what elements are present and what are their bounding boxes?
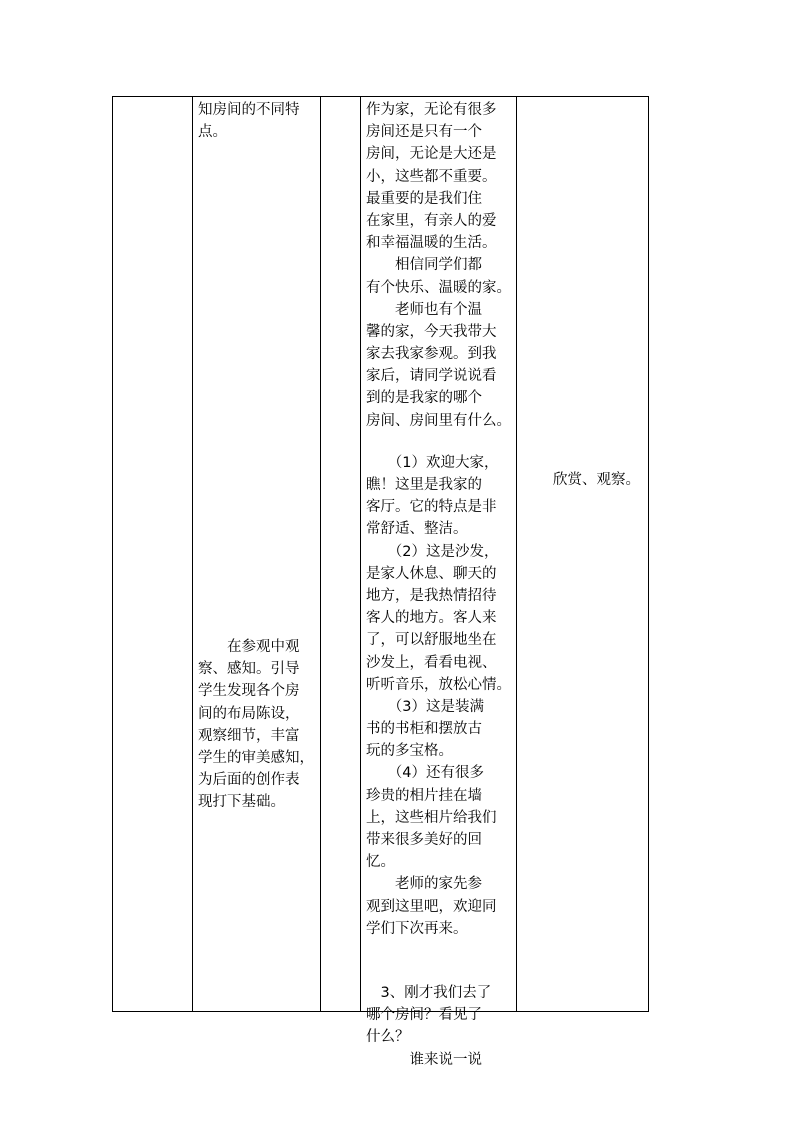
text-line: 在参观中观 [198,639,300,655]
text-line: 学生发现各个房 [198,683,300,700]
text-line: 间的布局陈设， [198,705,300,722]
text-line: 房间还是只有一个 [366,124,482,141]
text-line: 学生的审美感知， [198,749,314,766]
teaching-process-cell [366,99,511,1071]
text-line: 在家里，有亲人的爱 [366,212,497,229]
text-line: 家去我家参观。到我 [366,346,497,363]
text-line: 常舒适、整洁。 [366,521,468,538]
text-line: 观到这里吧，欢迎同 [366,898,497,915]
text-line: 听听音乐，放松心情。 [366,676,511,693]
student-activity-cell [553,469,640,491]
text-line: 察、感知。引导 [198,661,300,678]
text-line: 房间，无论是大还是 [366,146,497,163]
lesson-plan-table [112,96,649,1068]
text-line: 瞧！这里是我家的 [366,477,482,493]
text-line: 客厅。它的特点是非 [366,499,497,516]
text-line: 3、刚才我们去了 [366,984,492,1001]
text-line: 玩的多宝格。 [366,743,453,760]
text-line: 馨的家，今天我带大 [366,323,497,340]
text-line: 到的是我家的哪个 [366,390,482,407]
text-line: 了，可以舒服地坐在 [366,632,497,649]
text-line: 家后，请同学说说看 [366,368,497,385]
text-line: 老师也有个温 [366,301,482,318]
text-line: 点。 [198,124,227,141]
text-line: （2）这是沙发， [366,543,499,560]
column-divider-3 [360,97,361,1011]
text-line: 相信同学们都 [366,257,482,274]
text-line: 哪个房间？看见了 [366,1007,482,1024]
text-line: 谁来说一说 [366,1051,482,1068]
text-line: （4）还有很多 [366,765,484,782]
text-line: 书的书柜和摆放古 [366,721,482,738]
text-line: 什么？ [366,1029,410,1046]
text-line: （1）欢迎大家， [366,454,499,471]
text-line: 老师的家先参 [366,876,482,893]
text-line: 为后面的创作表 [198,772,300,789]
text-line: 作为家，无论有很多 [366,102,497,118]
text-line: 是家人休息、聊天的 [366,565,497,582]
text-line: 客人的地方。客人来 [366,610,497,627]
text-line: 现打下基础。 [198,794,285,811]
text-line: 房间、房间里有什么。 [366,412,511,429]
text-line: 小，这些都不重要。 [366,168,497,185]
text-line: 上，这些相片给我们 [366,809,497,826]
text-line: 有个快乐、温暖的家。 [366,279,511,296]
text-line: 沙发上，看看电视、 [366,654,497,671]
text-line: 带来很多美好的回 [366,832,482,848]
text-line: 学们下次再来。 [366,920,468,937]
text-line: 知房间的不同特 [198,102,300,118]
objective-cell-middle [198,636,314,814]
text-line: 和幸福温暖的生活。 [366,235,497,252]
text-line: 地方，是我热情招待 [366,587,497,604]
text-line: 珍贵的相片挂在墙 [366,787,482,804]
objective-cell-top [198,99,300,143]
column-divider-4 [516,97,517,1011]
column-divider-1 [192,97,193,1011]
text-line: 忆。 [366,854,395,871]
text-line: 观察细节，丰富 [198,727,300,744]
text-line: （3）这是装满 [366,698,484,715]
text-line: 最重要的是我们住 [366,190,482,207]
column-divider-2 [320,97,321,1011]
text-line: 欣赏、观察。 [553,472,640,488]
